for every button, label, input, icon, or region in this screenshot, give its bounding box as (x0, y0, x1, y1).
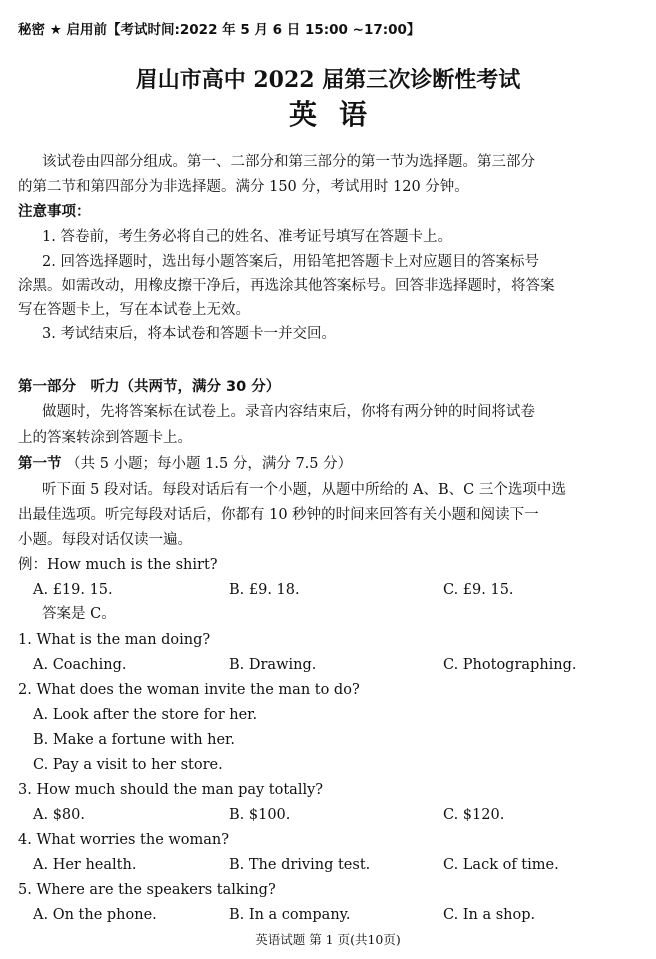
question-5-option-a: A. On the phone. (33, 907, 157, 923)
subject-title: 英语 (288, 98, 389, 131)
example-options (33, 580, 642, 600)
question-5-options (33, 905, 642, 925)
question-4-option-b: B. The driving test. (229, 857, 371, 873)
example-answer: 答案是 C。 (42, 606, 116, 622)
part1-intro-1: 做题时，先将答案标在试卷上。录音内容结束后，你将有两分钟的时间将试卷 (42, 404, 535, 420)
note-1: 1. 答卷前，考生务必将自己的姓名、准考证号填写在答题卡上。 (42, 229, 452, 245)
question-4-option-a: A. Her health. (33, 857, 137, 873)
section1-intro-2: 出最佳选项。听完每段对话后，你都有 10 秒钟的时间来回答有关小题和阅读下一 (18, 507, 539, 523)
question-3-options (33, 805, 642, 825)
page-footer: 英语试题 第 1 页(共10页) (255, 932, 401, 947)
question-1-option-a: A. Coaching. (33, 657, 127, 673)
question-4-options (33, 855, 642, 875)
note-2: 2. 回答选择题时，选出每小题答案后，用铅笔把答题卡上对应题目的答案标号 (42, 254, 539, 270)
exam-title: 眉山市高中 2022 届第三次诊断性考试 (135, 67, 521, 93)
section1-intro-1: 听下面 5 段对话。每段对话后有一个小题，从题中所给的 A、B、C 三个选项中选 (42, 482, 566, 498)
question-2-option-b: B. Make a fortune with her. (33, 732, 236, 748)
question-1-option-b: B. Drawing. (229, 657, 317, 673)
question-1: 1. What is the man doing? (18, 632, 211, 648)
question-3-option-b: B. $100. (229, 807, 291, 823)
note-2-cont-1: 涂黑。如需改动，用橡皮擦干净后，再选涂其他答案标号。回答非选择题时，将答案 (18, 278, 555, 294)
question-2: 2. What does the woman invite the man to do? (18, 682, 360, 698)
intro-line-2: 的第二节和第四部分为非选择题。满分 150 分，考试用时 120 分钟。 (18, 179, 469, 195)
question-3-option-c: C. $120. (443, 807, 505, 823)
example-option-b: B. £9. 18. (229, 582, 300, 598)
question-4: 4. What worries the woman? (18, 832, 230, 848)
part1-intro-2: 上的答案转涂到答题卡上。 (18, 430, 192, 446)
question-1-options (33, 655, 642, 675)
section1-info: （共 5 小题；每小题 1.5 分，满分 7.5 分） (66, 456, 353, 472)
section1-label: 第一节 (18, 456, 62, 472)
question-4-option-c: C. Lack of time. (443, 857, 559, 873)
note-3: 3. 考试结束后，将本试卷和答题卡一并交回。 (42, 326, 336, 342)
example-option-c: C. £9. 15. (443, 582, 514, 598)
part1-heading: 第一部分 听力（共两节，满分 30 分） (18, 379, 281, 395)
exam-time-header: 秘密 ★ 启用前【考试时间:2022 年 5 月 6 日 15:00 ~17:00】 (18, 22, 421, 38)
question-5: 5. Where are the speakers talking? (18, 882, 276, 898)
question-1-option-c: C. Photographing. (443, 657, 577, 673)
question-5-option-b: B. In a company. (229, 907, 351, 923)
example-question: 例：How much is the shirt? (18, 557, 218, 573)
note-2-cont-2: 写在答题卡上，写在本试卷上无效。 (18, 302, 250, 318)
question-2-option-c: C. Pay a visit to her store. (33, 757, 223, 773)
section1-heading (18, 454, 642, 474)
intro-line-1: 该试卷由四部分组成。第一、二部分和第三部分的第一节为选择题。第三部分 (42, 154, 535, 170)
question-3-option-a: A. $80. (33, 807, 85, 823)
example-option-a: A. £19. 15. (33, 582, 113, 598)
question-2-option-a: A. Look after the store for her. (33, 707, 258, 723)
question-3: 3. How much should the man pay totally? (18, 782, 324, 798)
section1-intro-3: 小题。每段对话仅读一遍。 (18, 532, 192, 548)
notes-heading: 注意事项： (18, 204, 91, 220)
question-5-option-c: C. In a shop. (443, 907, 536, 923)
